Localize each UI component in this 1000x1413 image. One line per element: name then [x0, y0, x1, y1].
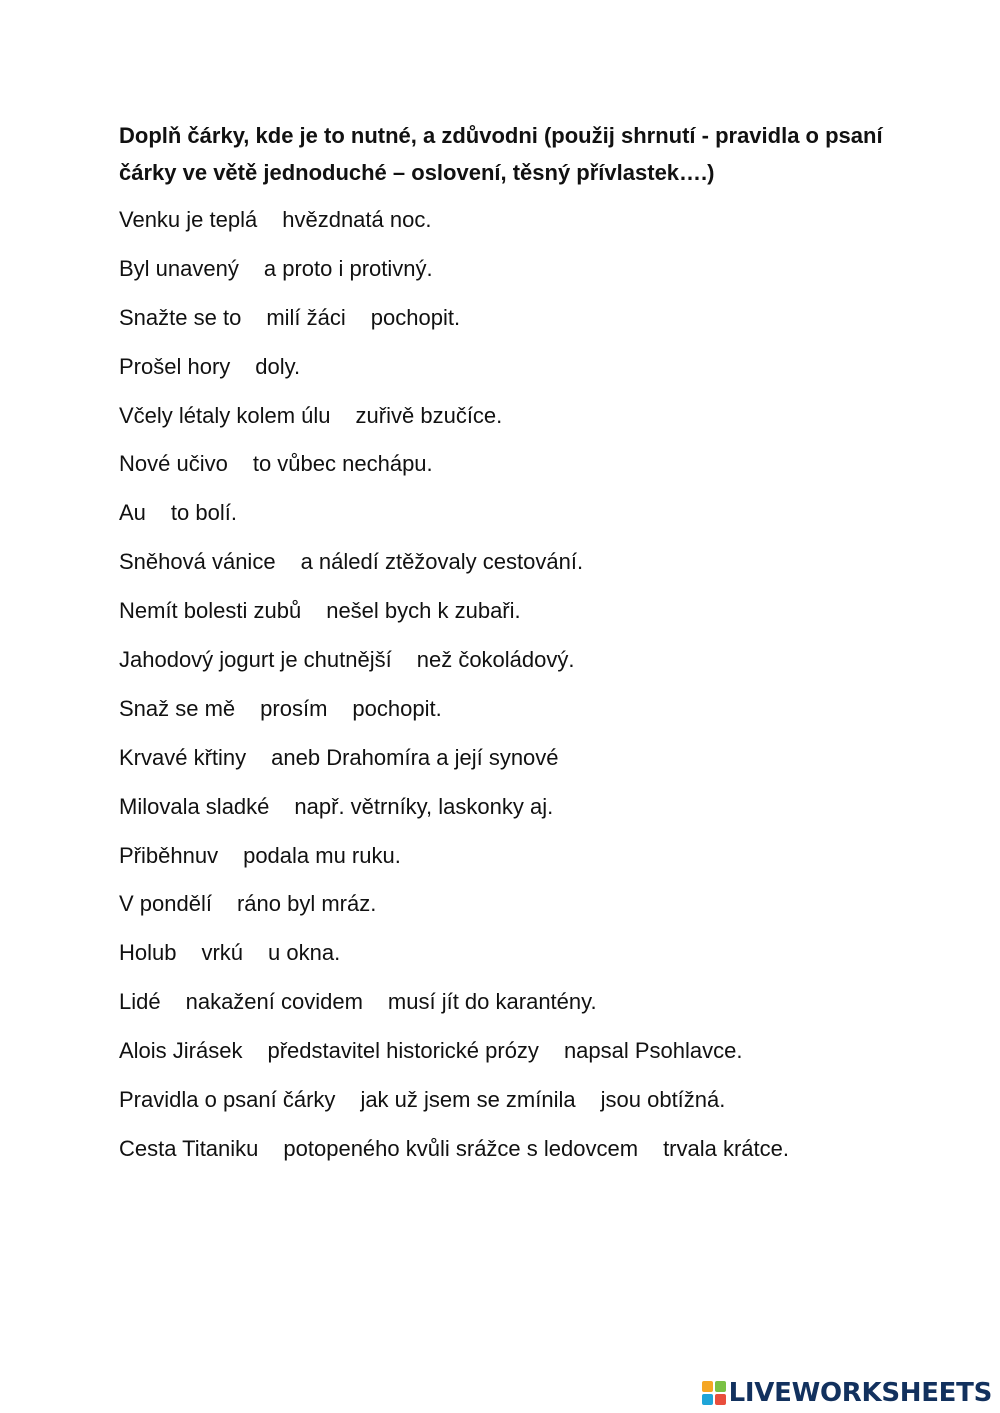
comma-answer-field[interactable]: [335, 1088, 360, 1114]
sentence-segment: Nové učivo: [119, 451, 228, 477]
sentence-row: [119, 982, 789, 1031]
sentence-segment: vrkú: [201, 940, 244, 966]
comma-answer-field[interactable]: [246, 746, 271, 772]
sentence-row: [119, 738, 789, 787]
sentence-segment: Au: [119, 500, 146, 526]
sentence-segment: Nemít bolesti zubů: [119, 598, 302, 624]
comma-answer-field[interactable]: [576, 1088, 601, 1114]
sentence-segment: např. větrníky, laskonky aj.: [294, 793, 554, 819]
sentence-segment: a náledí ztěžovaly cestování.: [300, 549, 584, 575]
sentence-segment: představitel historické prózy: [267, 1038, 539, 1064]
sentence-segment: Pravidla o psaní čárky: [119, 1087, 336, 1113]
sentence-segment: hvězdnatá noc.: [282, 207, 432, 232]
comma-answer-field[interactable]: [363, 990, 388, 1016]
sentence-row: [119, 689, 789, 738]
comma-answer-field[interactable]: [239, 257, 264, 283]
logo-tile: [715, 1381, 726, 1392]
comma-answer-field[interactable]: [230, 355, 255, 381]
sentence-segment: Sněhová vánice: [119, 549, 276, 575]
sentence-segment: pochopit.: [352, 695, 442, 721]
comma-answer-field[interactable]: [218, 844, 243, 870]
sentence-segment: Snažte se to: [119, 304, 242, 330]
sentence-segment: doly.: [255, 353, 301, 379]
sentence-segment: musí jít do karantény.: [387, 989, 597, 1015]
sentence-segment: Lidé: [119, 989, 161, 1015]
sentence-list: [119, 200, 789, 1178]
comma-answer-field[interactable]: [228, 452, 253, 478]
comma-answer-field[interactable]: [242, 1039, 267, 1065]
comma-answer-field[interactable]: [241, 306, 266, 332]
sentence-row: [119, 249, 789, 298]
comma-answer-field[interactable]: [539, 1039, 564, 1065]
comma-answer-field[interactable]: [243, 941, 268, 967]
sentence-row: [119, 1031, 789, 1080]
sentence-segment: u okna.: [268, 940, 341, 966]
comma-answer-field[interactable]: [212, 892, 237, 918]
sentence-row: [119, 493, 789, 542]
sentence-segment: Prošel hory: [119, 353, 231, 379]
sentence-segment: Včely létaly kolem úlu: [119, 402, 331, 428]
comma-answer-field[interactable]: [146, 501, 171, 527]
comma-answer-field[interactable]: [392, 648, 417, 674]
comma-answer-field[interactable]: [346, 306, 371, 332]
sentence-row: [119, 787, 789, 836]
sentence-segment: podala mu ruku.: [243, 842, 401, 868]
sentence-segment: napsal Psohlavce.: [563, 1038, 743, 1064]
sentence-segment: než čokoládový.: [416, 647, 575, 673]
comma-answer-field[interactable]: [258, 1137, 283, 1163]
comma-answer-field[interactable]: [161, 990, 186, 1016]
sentence-segment: to vůbec nechápu.: [252, 451, 433, 477]
sentence-segment: Alois Jirásek: [119, 1038, 243, 1064]
sentence-segment: Byl unavený: [119, 255, 239, 281]
sentence-segment: Jahodový jogurt je chutnější: [119, 647, 392, 673]
sentence-row: [119, 640, 789, 689]
sentence-row: [119, 884, 789, 933]
sentence-row: [119, 933, 789, 982]
sentence-segment: potopeného kvůli srážce s ledovcem: [283, 1135, 639, 1161]
sentence-segment: jak už jsem se zmínila: [360, 1087, 576, 1113]
sentence-row: [119, 1129, 789, 1178]
liveworksheets-logo-icon: [702, 1381, 726, 1405]
comma-answer-field[interactable]: [176, 941, 201, 967]
comma-answer-field[interactable]: [257, 208, 282, 234]
sentence-segment: Snaž se mě: [119, 695, 236, 721]
sentence-segment: Krvavé křtiny: [119, 744, 247, 770]
sentence-row: [119, 396, 789, 445]
sentence-row: [119, 298, 789, 347]
sentence-segment: Milovala sladké: [119, 793, 270, 819]
sentence-row: [119, 200, 789, 249]
comma-answer-field[interactable]: [638, 1137, 663, 1163]
sentence-segment: Venku je teplá: [119, 207, 258, 232]
brand-text: LIVEWORKSHEETS: [728, 1378, 992, 1408]
sentence-row: [119, 347, 789, 396]
liveworksheets-brand: [702, 1376, 992, 1410]
sentence-segment: prosím: [260, 695, 328, 721]
sentence-segment: milí žáci: [266, 304, 346, 330]
sentence-segment: Cesta Titaniku: [119, 1135, 259, 1161]
sentence-segment: a proto i protivný.: [263, 255, 433, 281]
logo-tile: [702, 1381, 713, 1392]
sentence-segment: ráno byl mráz.: [236, 891, 377, 917]
comma-answer-field[interactable]: [269, 795, 294, 821]
sentence-segment: jsou obtížná.: [600, 1087, 726, 1113]
comma-answer-field[interactable]: [276, 550, 301, 576]
comma-answer-field[interactable]: [301, 599, 326, 625]
sentence-segment: Holub: [119, 940, 177, 966]
sentence-segment: trvala krátce.: [663, 1135, 789, 1161]
logo-tile: [715, 1394, 726, 1405]
instructions-heading: Doplň čárky, kde je to nutné, a zdůvodni (použij shrnutí - pravidla o psaní čárky ve větě jednoduché – oslovení, těsný přívlastek….): [119, 123, 883, 185]
sentence-row: [119, 1080, 789, 1129]
sentence-segment: Přiběhnuv: [119, 842, 219, 868]
comma-answer-field[interactable]: [235, 697, 260, 723]
logo-tile: [702, 1394, 713, 1405]
sentence-row: [119, 542, 789, 591]
sentence-row: [119, 836, 789, 885]
comma-answer-field[interactable]: [331, 404, 356, 430]
sentence-row: [119, 444, 789, 493]
sentence-row: [119, 591, 789, 640]
sentence-segment: zuřivě bzučíce.: [355, 402, 503, 428]
sentence-segment: pochopit.: [370, 304, 461, 330]
sentence-segment: to bolí.: [170, 500, 237, 526]
sentence-segment: nakažení covidem: [185, 989, 363, 1015]
comma-answer-field[interactable]: [327, 697, 352, 723]
sentence-segment: V pondělí: [119, 891, 212, 917]
sentence-segment: aneb Drahomíra a její synové: [271, 744, 559, 770]
sentence-segment: nešel bych k zubaři.: [326, 598, 521, 624]
